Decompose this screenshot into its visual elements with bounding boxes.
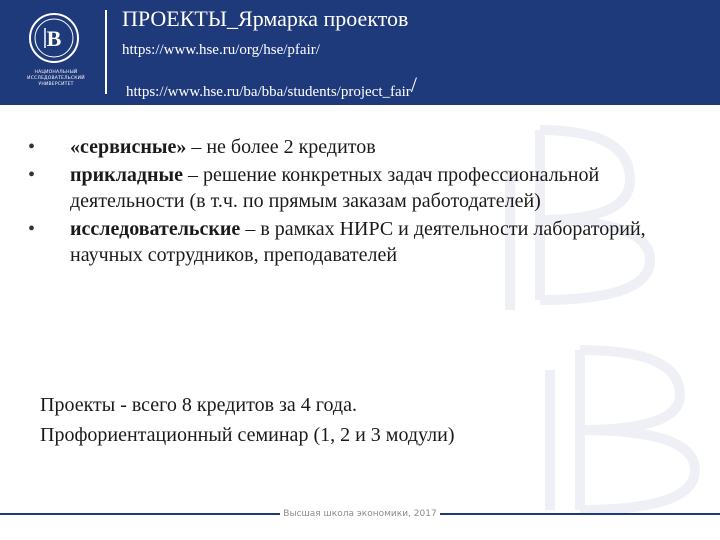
list-item bbox=[28, 134, 708, 160]
logo-caption: НАЦИОНАЛЬНЫЙ ИССЛЕДОВАТЕЛЬСКИЙ УНИВЕРСИТЕТ bbox=[27, 70, 85, 87]
footer-text: Высшая школа экономики, 2017 bbox=[283, 509, 437, 519]
list-item-term: «сервисные» bbox=[70, 136, 187, 158]
list-item bbox=[28, 216, 708, 268]
link-project-fair-slash: / bbox=[410, 72, 417, 97]
link-project-fair[interactable] bbox=[126, 72, 417, 102]
bullet-icon: • bbox=[28, 218, 36, 240]
header-divider bbox=[105, 10, 107, 94]
bullet-icon: • bbox=[28, 136, 36, 158]
footer-rule-left bbox=[0, 513, 280, 515]
hse-emblem-icon bbox=[28, 12, 80, 64]
bullet-icon: • bbox=[28, 164, 36, 186]
footer bbox=[0, 508, 720, 520]
summary-line-seminar: Профориентационный семинар (1, 2 и 3 модули) bbox=[40, 424, 455, 446]
list-item-text: – в рамках НИРС и деятельности лабораторий, научных сотрудников, преподавателей bbox=[70, 218, 646, 266]
link-pfair[interactable]: https://www.hse.ru/org/hse/pfair/ bbox=[122, 42, 320, 58]
summary-block bbox=[40, 390, 700, 450]
list-item bbox=[28, 162, 708, 214]
svg-text:В: В bbox=[46, 26, 62, 51]
footer-rule-right bbox=[440, 513, 720, 515]
list-item-text: – решение конкретных задач профессиональной деятельности (в т.ч. по прямым заказам работодателей) bbox=[70, 164, 600, 212]
page-title: ПРОЕКТЫ_Ярмарка проектов bbox=[122, 6, 409, 31]
summary-line-credits: Проекты - всего 8 кредитов за 4 года. bbox=[40, 394, 357, 416]
list-item-term: прикладные bbox=[70, 164, 184, 186]
header-bar bbox=[0, 0, 720, 105]
project-types-list bbox=[28, 134, 708, 270]
hse-logo bbox=[10, 10, 102, 95]
list-item-text: – не более 2 кредитов bbox=[186, 136, 376, 158]
link-project-fair-text[interactable]: https://www.hse.ru/ba/bba/students/project_fair bbox=[126, 84, 411, 100]
list-item-term: исследовательские bbox=[70, 218, 241, 240]
